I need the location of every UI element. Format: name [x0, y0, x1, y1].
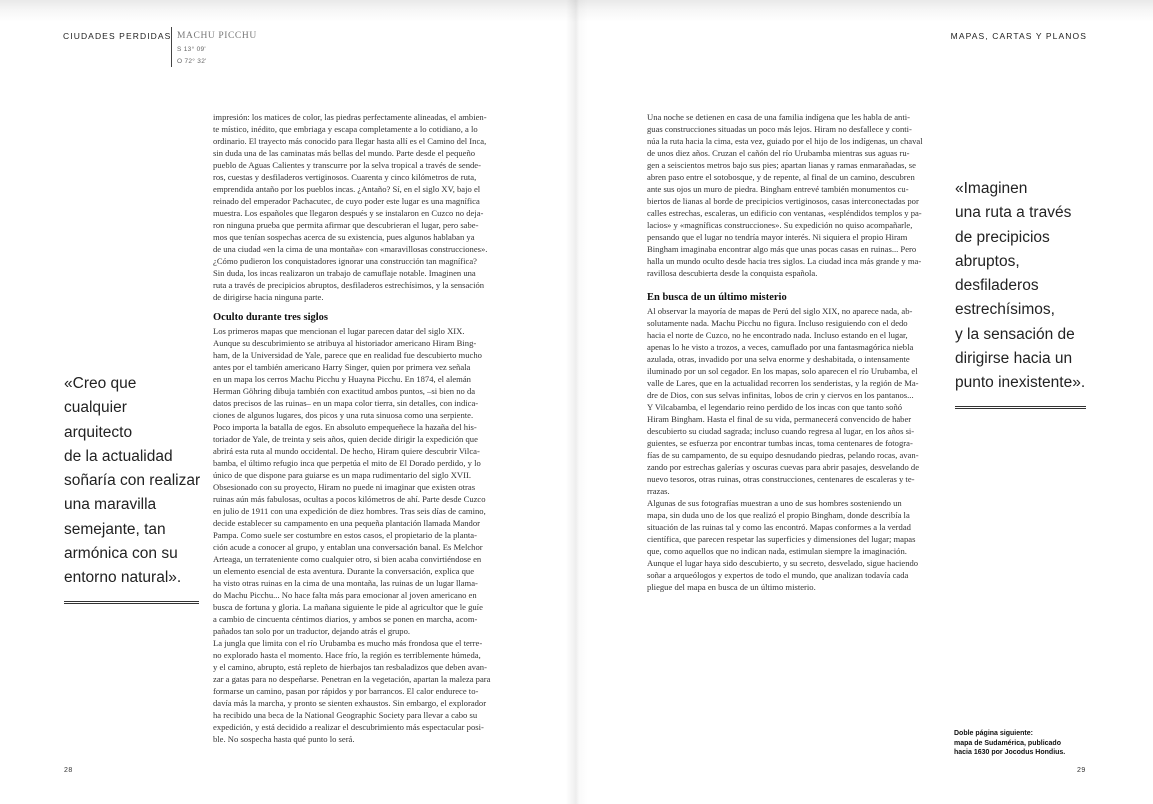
text-line: Bingham imaginaba encontrar algo más que unas pocas casas en ruinas... Pero — [647, 244, 917, 254]
right-intro-paragraph — [647, 111, 942, 279]
running-header-chapter: MAPAS, CARTAS Y PLANOS — [950, 31, 1087, 41]
text-line: te místico, inédito, que embriaga y escapa completamente a lo cotidiano, a lo — [213, 124, 478, 134]
text-line: pueblo de Aguas Calientes y transcurre por la selva tropical a través de sende- — [213, 160, 481, 170]
text-line: Sin duda, los incas realizaron un trabajo de camuflaje notable. Imaginen una — [213, 268, 476, 278]
text-line: apenas lo he visto a trozos, a veces, camuflado por una fantasmagórica niebla — [647, 342, 914, 352]
text-line: ruinas aún más fabulosas, ocultas a pocos kilómetros de ahí. Parte desde Cuzco — [213, 494, 486, 504]
text-line: ham, de la Universidad de Yale, parece que en realidad fue descubierto mucho — [213, 350, 482, 360]
page-gutter — [566, 0, 588, 804]
text-line: Los primeros mapas que mencionan el lugar parecen datar del siglo XIX. — [213, 326, 465, 336]
text-line: núa la ruta hacia la cima, esta vez, guiado por el hijo de los indígenas, un chaval — [647, 136, 923, 146]
quote-line: desfiladeros — [955, 277, 1039, 295]
text-line: sin duda una de las caminatas más bellas del mundo. Parte desde el pequeño — [213, 148, 476, 158]
quote-line: semejante, tan — [64, 520, 166, 538]
quote-line: abruptos, — [955, 252, 1020, 270]
text-line: reinado del emperador Pachacutec, de cuyo poder este lugar es una magnífica — [213, 196, 480, 206]
coordinate-longitude: O 72° 32' — [177, 58, 207, 65]
text-line: Hiram Bingham. Hasta el final de su vida, permanecerá convencido de haber — [647, 414, 912, 424]
caption-line: hacia 1630 por Jocodus Hondius. — [954, 749, 1066, 757]
quote-line: «Creo que — [64, 375, 137, 392]
text-line: azulada, otras, invadido por una selva enorme y deshabitada, o intensamente — [647, 354, 910, 364]
text-line: Pampa. Como suele ser costumbre en estos casos, el propietario de la planta- — [213, 530, 477, 540]
next-spread-caption — [954, 729, 1094, 758]
text-line: zando por estrechas galerías y oscuras cuevas para abrir pasajes, desvelando de — [647, 462, 920, 472]
right-body-paragraphs — [647, 305, 942, 593]
text-line: de dirigirse hacia ninguna parte. — [213, 292, 324, 302]
text-line: ravillosa descubierta desde la conquista española. — [647, 268, 818, 278]
text-line: abren paso entre el sotobosque, y de repente, al final de un camino, descubren — [647, 172, 915, 182]
text-line: Aunque el lugar haya sido descubierto, y su secreto, desvelado, sigue haciendo — [647, 558, 919, 568]
text-line: pliegue del mapa en busca de un último misterio. — [647, 582, 816, 592]
text-line: Herman Göhring dibuja también con exactitud ambos puntos, –si bien no da — [213, 386, 476, 396]
text-line: Y Vilcabamba, el legendario reino perdido de los incas con que tanto soñó — [647, 402, 903, 412]
quote-line: y la sensación de — [955, 325, 1075, 343]
text-line: Una noche se detienen en casa de una familia indígena que les habla de anti- — [647, 112, 910, 122]
text-line: biertos de lianas al borde de precipicios vertiginosos, casas interconectadas por — [647, 196, 919, 206]
caption-line: mapa de Sudamérica, publicado — [954, 739, 1061, 747]
text-line: hacia el norte de Cuzco, no he encontrado nada. Incluso estando en el lugar, — [647, 330, 908, 340]
text-line: un elemento esencial de esta aventura. Durante la conversación, explica que — [213, 566, 475, 576]
quote-line: soñaría con realizar — [64, 472, 201, 490]
text-line: guientes, se esfuerza por encontrar tumbas incas, toma centenares de fotogra- — [647, 438, 913, 448]
text-line: ble. No sospecha hasta qué punto lo será. — [213, 734, 355, 744]
text-line: gen a seiscientos metros bajo sus pies; apartan lianas y ramas enmarañadas, se — [647, 160, 916, 170]
text-line: Poco importa la batalla de egos. En absoluto empequeñece la hazaña del his- — [213, 422, 477, 432]
text-line: davía más la marcha, y pronto se sienten exhaustos. Sin embargo, el explorador — [213, 698, 487, 708]
text-line: Algunas de sus fotografías muestran a uno de sus hombres sosteniendo un — [647, 498, 902, 508]
text-line: rrazas. — [647, 486, 670, 496]
text-line: bamba, el último refugio inca que perpetúa el mito de El Dorado perdido, y lo — [213, 458, 481, 468]
text-line: nuevo tesoros, otras ruinas, otras construcciones, centenares de escaleras y te- — [647, 474, 915, 484]
pull-quote-rule — [64, 601, 199, 604]
text-line: zar a gatas para no despeñarse. Penetran en la vegetación, apartan la maleza para — [213, 674, 491, 684]
text-line: toriador de Yale, de treinta y seis años, quien decide dirigir la expedición que — [213, 434, 478, 444]
quote-line: dirigirse hacia un — [955, 350, 1073, 368]
text-line: impresión: los matices de color, las piedras perfectamente alineadas, el ambien- — [213, 112, 487, 122]
text-line: ron ninguna prueba que permita afirmar que descubrieran el lugar, pero sabe- — [213, 220, 479, 230]
text-line: expedición, y está decidido a realizar el descubrimiento más espectacular posi- — [213, 722, 484, 732]
text-line: en julio de 1911 con una expedición de diez hombres. Tras seis días de camino, — [213, 506, 486, 516]
text-line: y el camino, abrupto, está repleto de hierbajos tan resbaladizos que deben avan- — [213, 662, 487, 672]
running-header-section: CIUDADES PERDIDAS — [63, 31, 172, 41]
text-line: solutamente nada. Machu Picchu no figura. Incluso resiguiendo con el dedo — [647, 318, 908, 328]
left-page-column — [213, 111, 513, 745]
text-line: pañados tan solo por un traductor, dejando atrás el grupo. — [213, 626, 411, 636]
text-line: descubierto su ciudad sagrada; incluso cuando regresa al lugar, en los años si- — [647, 426, 915, 436]
text-line: científica, que parecen respetar las superficies y dimensiones del lugar; mapas — [647, 534, 916, 544]
text-line: mos que tenían sospechas acerca de su existencia, pues algunos hablaban ya — [213, 232, 475, 242]
text-line: a cambio de cincuenta céntimos diarios, y ambos se ponen en marcha, acom- — [213, 614, 478, 624]
text-line: busca de fortuna y gloria. La mañana siguiente le pide al agricultor que le guíe — [213, 602, 483, 612]
text-line: Aunque su descubrimiento se atribuya al historiador americano Hiram Bing- — [213, 338, 477, 348]
text-line: soñar a arqueólogos y expertos de todo el mundo, que analizan todavía cada — [647, 570, 909, 580]
text-line: en un mapa los cerros Machu Picchu y Huayna Picchu. En 1874, el alemán — [213, 374, 471, 384]
text-line: calles estrechas, escaleras, un edificio con ventanas, «espléndidos templos y pa- — [647, 208, 922, 218]
text-line: que, como aquellos que no indican nada, estimulan siempre la imaginación. — [647, 546, 907, 556]
coordinate-latitude: S 13° 09' — [177, 46, 206, 53]
quote-line: estrechísimos, — [955, 301, 1055, 319]
right-pull-quote — [955, 177, 1105, 396]
text-line: ordinario. El trayecto más conocido para llegar hasta allí es el Camino del Inca, — [213, 136, 487, 146]
text-line: situación de las ruinas tal y como las encontró. Mapas conformes a la verdad — [647, 522, 911, 532]
text-line: de una ciudad «en la cima de una montaña» con «maravillosas construcciones». — [213, 244, 488, 254]
quote-line: «Imaginen — [955, 180, 1028, 197]
quote-line: cualquier — [64, 399, 127, 417]
text-line: abrirá esta ruta al mundo occidental. De hecho, Hiram quiere descubrir Vilca- — [213, 446, 480, 456]
quote-line: de precipicios — [955, 228, 1050, 246]
pull-quote-rule — [955, 406, 1086, 409]
left-intro-paragraph — [213, 111, 513, 303]
text-line: único de que dispone para guiarse es un mapa rudimentario del siglo XVII. — [213, 470, 471, 480]
quote-line: arquitecto — [64, 423, 133, 441]
right-page-column — [647, 111, 942, 593]
left-body-paragraphs — [213, 325, 513, 745]
caption-line: Doble página siguiente: — [954, 730, 1033, 737]
text-line: do Machu Picchu... No hace falta más para emocionar al joven americano en — [213, 590, 477, 600]
text-line: formarse un camino, pasan por rápidos y por barrancos. El calor endurece to- — [213, 686, 479, 696]
text-line: no explorado hasta el momento. Hace frío, la región es terriblemente húmeda, — [213, 650, 481, 660]
text-line: dre de Dios, con sus selvas infinitas, lobos de crin y ciervos en los pantanos... — [647, 390, 914, 400]
quote-line: armónica con su — [64, 545, 178, 563]
quote-line: de la actualidad — [64, 447, 173, 465]
text-line: emprendida antaño por los pueblos incas. ¿Antaño? Sí, en el siglo XV, bajo el — [213, 184, 481, 194]
text-line: ante sus ojos un muro de piedra. Bingham entrevé también monumentos cu- — [647, 184, 909, 194]
text-line: antes por el también americano Harry Singer, quien por primera vez señala — [213, 362, 471, 372]
text-line: valle de Lares, que en la actualidad recorren los senderistas, y la región de Ma- — [647, 378, 919, 388]
text-line: pensando que el lugar no tendría mayor interés. Ni siquiera el propio Hiram — [647, 232, 908, 242]
text-line: guas construcciones situadas un poco más lejos. Hiram no desfallece y conti- — [647, 124, 912, 134]
text-line: datos precisos de las ruinas– en un mapa color tierra, sin detalles, con indica- — [213, 398, 479, 408]
text-line: fías de su campamento, de su equipo desnudando piedras, pelando rocas, avan- — [647, 450, 919, 460]
quote-line: una ruta a través — [955, 204, 1072, 222]
text-line: de unos diez años. Cruzan el cañón del río Urubamba mientras sus aguas ru- — [647, 148, 910, 158]
quote-line: una maravilla — [64, 496, 157, 514]
text-line: Al observar la mayoría de mapas de Perú del siglo XIX, no aparece nada, ab- — [647, 306, 913, 316]
text-line: Arteaga, un terrateniente como cualquier otro, si bien acaba convirtiéndose en — [213, 554, 482, 564]
header-divider — [171, 27, 172, 67]
text-line: ha visto otras ruinas en la cima de una montaña, las ruinas de un lugar llama- — [213, 578, 478, 588]
section-heading: En busca de un último misterio — [647, 292, 787, 303]
text-line: ruta a través de precipicios abruptos, desfiladeros estrechísimos, y la sensación — [213, 280, 485, 290]
text-line: decide establecer su campamento en una pequeña plantación llamada Mandor — [213, 518, 481, 528]
text-line: ros, cuestas y desfiladeros vertiginosos. Cuarenta y cinco kilómetros de ruta, — [213, 172, 477, 182]
text-line: mapa, sin duda uno de los que realizó el propio Bingham, donde describía la — [647, 510, 910, 520]
text-line: lacios» y «magníficas construcciones». Su expedición no quiso acompañarle, — [647, 220, 913, 230]
left-pull-quote — [64, 372, 209, 591]
text-line: ha recibido una beca de la National Geographic Society para llevar a cabo su — [213, 710, 478, 720]
text-line: La jungla que limita con el río Urubamba es mucho más frondosa que el terre- — [213, 638, 483, 648]
quote-line: punto inexistente». — [955, 374, 1086, 392]
text-line: ción acude a conocer al grupo, y entablan una conversación banal. Es Melchor — [213, 542, 483, 552]
section-heading: Oculto durante tres siglos — [213, 312, 329, 323]
text-line: muestra. Los españoles que llegaron después y se instalaron en Cuzco no deja- — [213, 208, 484, 218]
page-number-right: 29 — [1077, 767, 1086, 774]
text-line: Obsesionado con su proyecto, Hiram no puede ni imaginar que existen otras — [213, 482, 476, 492]
text-line: iluminado por un sol cegador. En los mapas, solo aparecen el río Urubamba, el — [647, 366, 918, 376]
quote-line: entorno natural». — [64, 569, 182, 587]
text-line: ¿Cómo pudieron los conquistadores ignorar una construcción tan magnífica? — [213, 256, 477, 266]
running-header-place: MACHU PICCHU — [177, 31, 257, 41]
page-number-left: 28 — [64, 767, 73, 774]
text-line: ciones de algunos lugares, dos picos y una ruta sinuosa como una serpiente. — [213, 410, 474, 420]
text-line: halla un mundo oculto desde hacia tres siglos. La ciudad inca más grande y ma- — [647, 256, 922, 266]
